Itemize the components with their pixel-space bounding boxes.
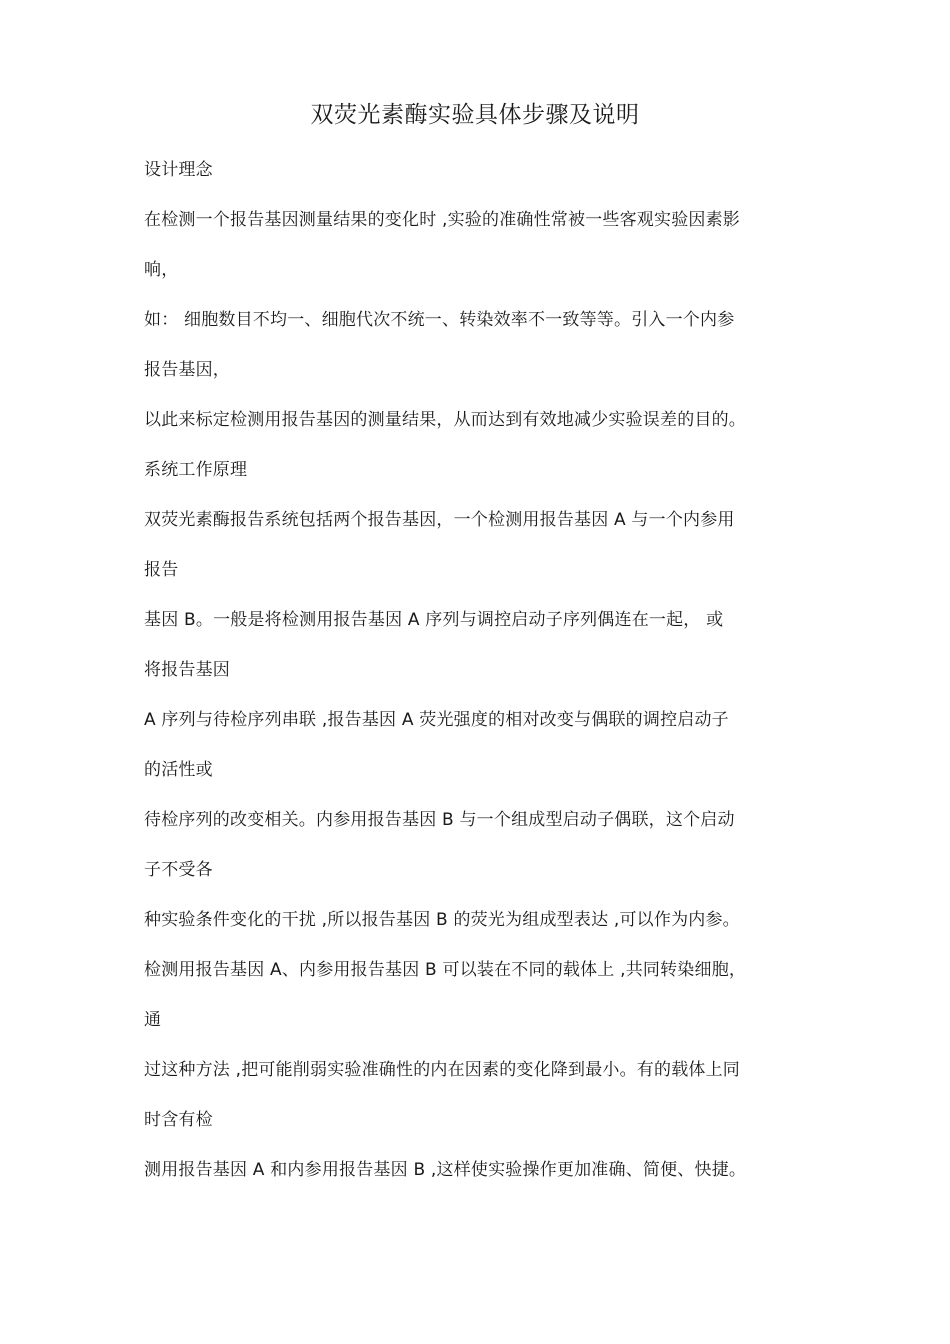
paragraph-line: 报告基因，	[144, 360, 230, 380]
paragraph-line: 双荧光素酶报告系统包括两个报告基因，一个检测用报告基因 A 与一个内参用	[144, 510, 735, 530]
paragraph-line: 种实验条件变化的干扰 ,所以报告基因 B 的荧光为组成型表达 ,可以作为内参。	[144, 910, 740, 930]
document-title: 双荧光素酶实验具体步骤及说明	[310, 102, 640, 128]
paragraph-line: 报告	[144, 560, 179, 580]
section-heading-working-principle: 系统工作原理	[144, 460, 248, 480]
paragraph-line: 时含有检	[144, 1110, 213, 1130]
section-heading-design-concept: 设计理念	[144, 160, 213, 180]
paragraph-line: 待检序列的改变相关。内参用报告基因 B 与一个组成型启动子偶联，这个启动	[144, 810, 735, 830]
paragraph-line: 过这种方法 ,把可能削弱实验准确性的内在因素的变化降到最小。有的载体上同	[144, 1060, 741, 1080]
paragraph-line: 通	[144, 1010, 162, 1030]
paragraph-line: A 序列与待检序列串联 ,报告基因 A 荧光强度的相对改变与偶联的调控启动子	[144, 710, 729, 730]
paragraph-line: 如： 细胞数目不均一、细胞代次不统一、转染效率不一致等等。引入一个内参	[144, 310, 735, 330]
paragraph-line: 检测用报告基因 A、内参用报告基因 B 可以装在不同的载体上 ,共同转染细胞，	[144, 960, 747, 980]
paragraph-line: 在检测一个报告基因测量结果的变化时 ,实验的准确性常被一些客观实验因素影	[144, 210, 741, 230]
paragraph-line: 子不受各	[144, 860, 213, 880]
paragraph-line: 测用报告基因 A 和内参用报告基因 B ,这样使实验操作更加准确、简便、快捷。	[144, 1160, 747, 1180]
paragraph-line: 的活性或	[144, 760, 213, 780]
paragraph-line: 将报告基因	[144, 660, 230, 680]
paragraph-line: 以此来标定检测用报告基因的测量结果，从而达到有效地减少实验误差的目的。	[144, 410, 746, 430]
paragraph-line: 响，	[144, 260, 179, 280]
paragraph-line: 基因 B。一般是将检测用报告基因 A 序列与调控启动子序列偶连在一起， 或	[144, 610, 724, 630]
